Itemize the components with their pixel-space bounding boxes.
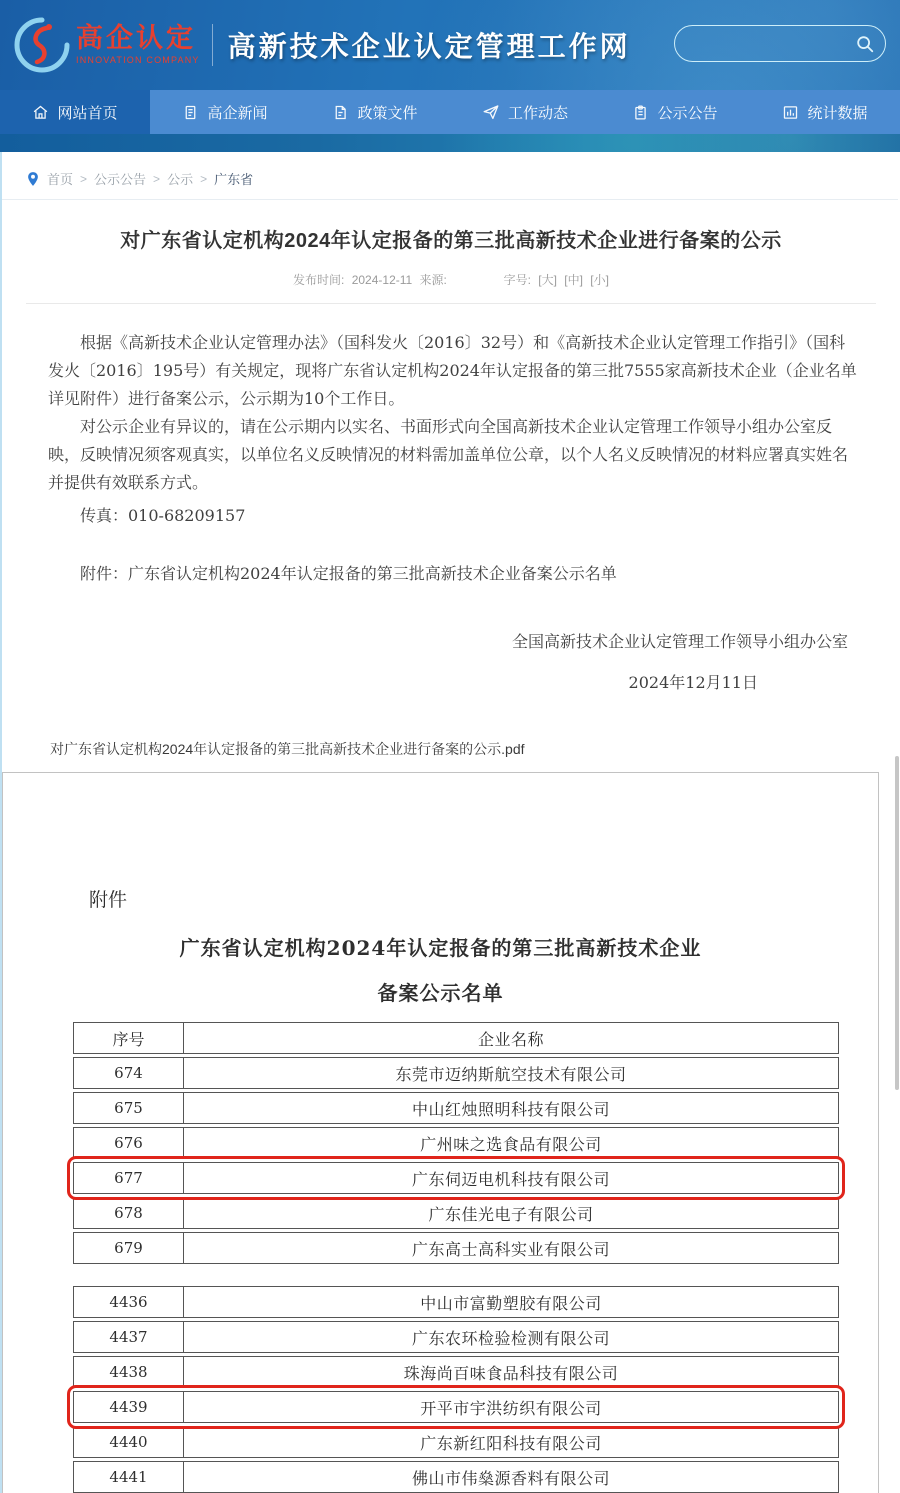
- table-row: [73, 1127, 839, 1159]
- fontsize-label: 字号:: [503, 273, 531, 287]
- logo-icon: [10, 13, 74, 77]
- row-number: 674: [74, 1058, 184, 1088]
- breadcrumb-separator: >: [200, 171, 208, 186]
- table-row: [73, 1197, 839, 1229]
- row-number: 678: [74, 1198, 184, 1228]
- scrollbar-thumb[interactable]: [895, 756, 899, 1090]
- paper-plane-icon: [482, 103, 500, 121]
- company-name: 广东伺迈电机科技有限公司: [411, 1169, 610, 1189]
- site-header: [0, 0, 900, 90]
- publish-date: 2024-12-11: [351, 273, 413, 287]
- attachment-label: 附件: [89, 889, 128, 911]
- nav-item-label: 网站首页: [57, 104, 118, 122]
- nav-item-home[interactable]: [0, 90, 150, 134]
- logo-brand-text: 高企认定: [76, 23, 196, 53]
- table-gap: [3, 1267, 878, 1286]
- company-name: 广东高士高科实业有限公司: [411, 1239, 610, 1259]
- attachment-reference-line: 附件：广东省认定机构2024年认定报备的第三批高新技术企业备案公示名单: [80, 564, 617, 583]
- main-nav: [0, 90, 900, 134]
- row-number: 4439: [74, 1392, 184, 1422]
- row-number: 4436: [74, 1287, 184, 1317]
- page-title: 对广东省认定机构2024年认定报备的第三批高新技术企业进行备案的公示: [120, 230, 782, 252]
- company-name: 广东新红阳科技有限公司: [420, 1433, 602, 1453]
- news-icon: [182, 104, 199, 121]
- column-header-name: 企业名称: [477, 1029, 544, 1049]
- company-name: 佛山市伟燊源香料有限公司: [411, 1468, 610, 1488]
- policy-doc-icon: [332, 104, 349, 121]
- table-row: [73, 1232, 839, 1264]
- article-paragraph-1: 根据《高新技术企业认定管理办法》（国科发火〔2016〕32号）和《高新技术企业认定管理工作指引》（国科发火〔2016〕195号）有关规定，现将广东省认定机构2024年认定报备的第三批7555家高新技术企业（企业名单详见附件）进行备案公示，公示期为10个工作日。: [48, 333, 857, 408]
- column-header-no: 序号: [74, 1023, 184, 1053]
- breadcrumb-separator: >: [80, 171, 88, 186]
- signoff-date: 2024年12月11日: [628, 673, 758, 692]
- signoff-organization: 全国高新技术企业认定管理工作领导小组办公室: [511, 632, 848, 651]
- attachment-document-image: [2, 772, 879, 1493]
- breadcrumb-announcements[interactable]: 公示公告: [94, 172, 147, 187]
- table-row: [73, 1286, 839, 1318]
- location-pin-icon: [26, 171, 40, 187]
- breadcrumb-public[interactable]: 公示: [167, 172, 194, 187]
- pdf-attachment-link[interactable]: 对广东省认定机构2024年认定报备的第三批高新技术企业进行备案的公示.pdf: [50, 741, 525, 757]
- banner-bottom-strip: [0, 134, 900, 152]
- nav-item-policy[interactable]: [300, 90, 450, 134]
- breadcrumb: [2, 152, 898, 200]
- table-row: [73, 1092, 839, 1124]
- fontsize-large-button[interactable]: [大]: [538, 273, 557, 287]
- search-input[interactable]: [691, 35, 855, 53]
- row-number: 677: [74, 1163, 184, 1193]
- table-row-highlighted-677: [73, 1162, 839, 1194]
- bar-chart-icon: [782, 104, 799, 121]
- table-row: [73, 1356, 839, 1388]
- attachment-title-line1: 广东省认定机构2024年认定报备的第三批高新技术企业: [179, 936, 702, 960]
- site-title: 高新技术企业认定管理工作网: [227, 32, 631, 63]
- row-number: 4438: [74, 1357, 184, 1387]
- fontsize-small-button[interactable]: [小]: [590, 273, 609, 287]
- row-number: 4441: [74, 1462, 184, 1492]
- row-number: 675: [74, 1093, 184, 1123]
- attachment-title-line2: 备案公示名单: [377, 981, 504, 1005]
- company-table-1: [73, 1022, 839, 1264]
- site-logo[interactable]: [0, 13, 200, 77]
- home-icon: [32, 104, 49, 121]
- table-header-row: [73, 1022, 839, 1054]
- company-name: 广东佳光电子有限公司: [428, 1204, 594, 1224]
- breadcrumb-separator: >: [153, 171, 161, 186]
- nav-item-news[interactable]: [150, 90, 300, 134]
- publish-time-label: 发布时间:: [293, 273, 345, 287]
- nav-item-announcements[interactable]: [600, 90, 750, 134]
- breadcrumb-home[interactable]: 首页: [47, 172, 74, 187]
- logo-subtitle: INNOVATION COMPANY: [76, 55, 200, 65]
- company-name: 珠海尚百味食品科技有限公司: [403, 1363, 619, 1383]
- search-icon[interactable]: [855, 34, 875, 54]
- company-name: 东莞市迈纳斯航空技术有限公司: [395, 1064, 627, 1084]
- table-row: [73, 1057, 839, 1089]
- search-box[interactable]: [674, 25, 886, 62]
- nav-item-label: 工作动态: [507, 104, 568, 122]
- nav-item-statistics[interactable]: [750, 90, 900, 134]
- table-row: [73, 1321, 839, 1353]
- row-number: 679: [74, 1233, 184, 1263]
- nav-item-dynamics[interactable]: [450, 90, 600, 134]
- article-paragraph-2: 对公示企业有异议的，请在公示期内以实名、书面形式向全国高新技术企业认定管理工作领导小组办公室反映，反映情况须客观真实，以单位名义反映情况的材料需加盖单位公章，以个人名义反映情况的材料应署真实姓名并提供有效联系方式。: [48, 417, 849, 492]
- table-row-highlighted-4439: [73, 1391, 839, 1423]
- fontsize-medium-button[interactable]: [中]: [564, 273, 583, 287]
- logo-divider: [212, 24, 213, 66]
- table-row: [73, 1426, 839, 1458]
- source-label: 来源:: [419, 273, 447, 287]
- company-table-2: [73, 1286, 839, 1493]
- nav-item-label: 高企新闻: [207, 104, 268, 122]
- company-name: 中山市富勤塑胶有限公司: [420, 1293, 602, 1313]
- row-number: 4437: [74, 1322, 184, 1352]
- article-meta: [26, 271, 876, 304]
- row-number: 676: [74, 1128, 184, 1158]
- company-name: 广东农环检验检测有限公司: [411, 1328, 610, 1348]
- row-number: 4440: [74, 1427, 184, 1457]
- company-name: 广州味之选食品有限公司: [420, 1134, 602, 1154]
- clipboard-icon: [632, 104, 649, 121]
- main-content: [0, 152, 900, 1493]
- article-body: [2, 304, 900, 697]
- company-name: 开平市宇洪纺织有限公司: [420, 1398, 602, 1418]
- fax-line: 传真：010-68209157: [80, 506, 246, 525]
- nav-item-label: 公示公告: [657, 104, 718, 122]
- nav-item-label: 统计数据: [807, 104, 868, 122]
- breadcrumb-guangdong[interactable]: 广东省: [214, 172, 254, 187]
- company-name: 中山红烛照明科技有限公司: [411, 1099, 610, 1119]
- nav-item-label: 政策文件: [357, 104, 418, 122]
